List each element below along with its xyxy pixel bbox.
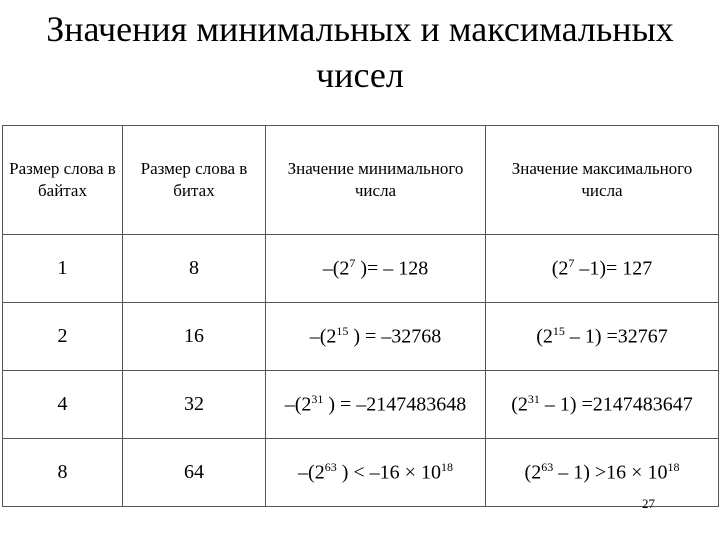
header-bits: Размер слова в битах xyxy=(123,126,266,235)
page-number: 27 xyxy=(642,496,655,511)
table-row xyxy=(3,235,719,303)
cell-bytes: 2 xyxy=(3,303,123,371)
header-bytes: Размер слова в байтах xyxy=(3,126,123,235)
cell-bytes: 1 xyxy=(3,235,123,303)
table-row xyxy=(3,303,719,371)
table-row xyxy=(3,439,719,507)
cell-max-value: $(2^{31} - 1) =2147483647$ xyxy=(486,371,719,439)
slide-title-line-1: Значения минимальных и максимальных xyxy=(46,9,674,49)
header-min-value: Значение минимального числа xyxy=(266,126,486,235)
cell-min-value: $-(2^{31}$ ) = –2147483648 xyxy=(266,371,486,439)
cell-bits: 32 xyxy=(123,371,266,439)
cell-bits: 16 xyxy=(123,303,266,371)
cell-min-value: $-(2^{15}$ ) = –32768 xyxy=(266,303,486,371)
cell-max-value: $(2^{15} - 1) =32767$ xyxy=(486,303,719,371)
cell-bytes: 8 xyxy=(3,439,123,507)
number-range-table xyxy=(2,125,719,507)
cell-max-value: $(2^{63} - 1) >16 \times 10^{18}$ xyxy=(486,439,719,507)
cell-min-value: $-(2^7$ )= – 128 xyxy=(266,235,486,303)
slide-title xyxy=(0,6,720,98)
cell-min-value: $-(2^{63}$ ) < $-16 \times 10^{18}$ xyxy=(266,439,486,507)
table-header-row xyxy=(3,126,719,235)
header-max-value: Значение максимального числа xyxy=(486,126,719,235)
cell-bits: 8 xyxy=(123,235,266,303)
slide-title-line-2: чисел xyxy=(316,55,404,95)
cell-bits: 64 xyxy=(123,439,266,507)
cell-max-value: ($2^7$ –1)= 127 xyxy=(486,235,719,303)
table-row xyxy=(3,371,719,439)
cell-bytes: 4 xyxy=(3,371,123,439)
